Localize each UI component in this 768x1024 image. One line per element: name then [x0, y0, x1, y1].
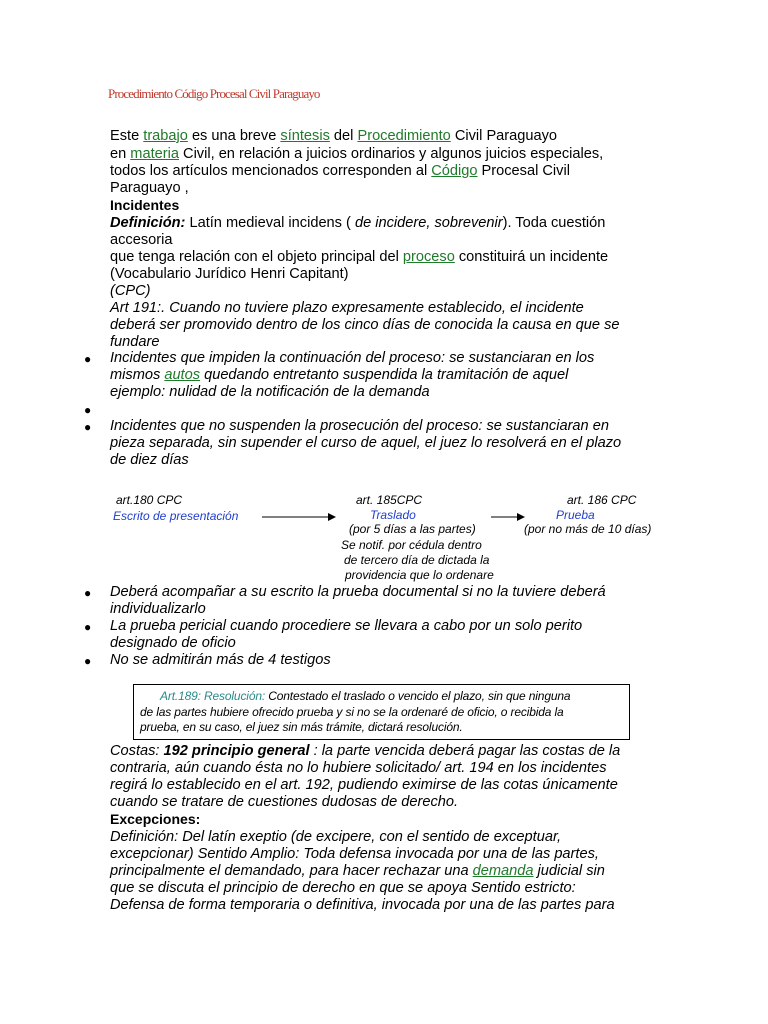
intro-line-4: Paraguayo ,: [110, 180, 189, 196]
bullet-4-line-2: individualizarlo: [110, 601, 206, 617]
node-2-note: (por 5 días a las partes): [349, 522, 476, 536]
bullet-4: ●: [84, 586, 92, 600]
excepciones-line-1: Definición: Del latín exeptio (de excipere, con el sentido de exceptuar,: [110, 829, 562, 845]
definicion-line-3: que tenga relación con el objeto principal del proceso constituirá un incidente: [110, 249, 609, 265]
link-trabajo[interactable]: trabajo: [143, 128, 188, 144]
box-label: Art.189: Resolución:: [160, 689, 266, 703]
costas-line-3: regirá lo establecido en el art. 192, pudiendo eximirse de las cotas únicamente: [110, 777, 618, 793]
box-line-1: Art.189: Resolución: Contestado el traslado o vencido el plazo, sin que ninguna: [160, 689, 571, 703]
bullet-1-line-1: Incidentes que impiden la continuación del proceso: se sustanciaran en los: [110, 350, 595, 366]
box-line-3: prueba, en su caso, el juez sin más trámite, dictará resolución.: [140, 720, 463, 734]
arrow-1-icon: [262, 511, 336, 523]
bullet-4-line-1: Deberá acompañar a su escrito la prueba documental si no la tuviere deberá: [110, 584, 606, 600]
intro-line-3: todos los artículos mencionados corresponden al Código Procesal Civil: [110, 163, 570, 179]
bullet-3-line-1: Incidentes que no suspenden la prosecución del proceso: se sustanciaran en: [110, 418, 609, 434]
intro-line-2: en materia Civil, en relación a juicios ordinarios y algunos juicios especiales,: [110, 146, 604, 162]
excepciones-line-3: principalmente el demandado, para hacer rechazar una demanda judicial sin: [110, 863, 605, 879]
link-procedimiento[interactable]: Procedimiento: [357, 128, 451, 144]
excepciones-line-5: Defensa de forma temporaria o definitiva, invocada por una de las partes para: [110, 897, 615, 913]
node-1-name: Escrito de presentación: [113, 509, 239, 523]
link-codigo[interactable]: Código: [431, 163, 478, 179]
bullet-3-line-3: de diez días: [110, 452, 189, 468]
bullet-5-line-1: La prueba pericial cuando procediere se llevara a cabo por un solo perito: [110, 618, 583, 634]
bullet-1-line-2: mismos autos quedando entretanto suspendida la tramitación de aquel: [110, 367, 569, 383]
node-2-name: Traslado: [370, 508, 416, 522]
bullet-6-line-1: No se admitirán más de 4 testigos: [110, 652, 331, 668]
bullet-5-line-2: designado de oficio: [110, 635, 236, 651]
node-2-sub-3: providencia que lo ordenare: [345, 568, 494, 582]
excepciones-line-2: excepcionar) Sentido Amplio: Toda defensa invocada por una de las partes,: [110, 846, 599, 862]
link-proceso[interactable]: proceso: [402, 249, 455, 265]
excepciones-line-4: que se discuta el principio de derecho en que se apoya Sentido estricto:: [110, 880, 576, 896]
bullet-2: ●: [84, 403, 92, 417]
node-2-sub-1: Se notif. por cédula dentro: [341, 538, 482, 552]
intro-line-1: Este trabajo es una breve síntesis del Procedimiento Civil Paraguayo: [110, 128, 558, 144]
link-materia[interactable]: materia: [130, 146, 179, 162]
costas-line-2: contraria, aún cuando ésta no lo hubiere solicitado/ art. 194 en los incidentes: [110, 760, 607, 776]
node-2-ref: art. 185CPC: [356, 493, 423, 507]
arrow-2-icon: [491, 511, 525, 523]
bullet-1-line-3: ejemplo: nulidad de la notificación de la demanda: [110, 384, 430, 400]
link-autos[interactable]: autos: [164, 367, 201, 383]
box-line-2: de las partes hubiere ofrecido prueba y si no se la ordenaré de oficio, o recibida la: [140, 704, 564, 719]
bullet-1: ●: [84, 352, 92, 366]
node-3-ref: art. 186 CPC: [567, 493, 637, 507]
art-191-line-1: Art 191:. Cuando no tuviere plazo expresamente establecido, el incidente: [110, 300, 584, 316]
art-191-line-3: fundare: [110, 334, 160, 350]
node-3-note: (por no más de 10 días): [524, 522, 652, 536]
costas-line-1: Costas: 192 principio general : la parte vencida deberá pagar las costas de la: [110, 743, 621, 759]
node-2-sub-2: de tercero día de dictada la: [344, 553, 490, 567]
costas-line-4: cuando se tratare de cuestiones dudosas de derecho.: [110, 794, 459, 810]
heading-excepciones: Excepciones:: [110, 811, 201, 827]
bullet-3: ●: [84, 420, 92, 434]
document-title: Procedimiento Código Procesal Civil Paraguayo: [108, 86, 320, 101]
bullet-3-line-2: pieza separada, sin supender el curso de aquel, el juez lo resolverá en el plazo: [110, 435, 622, 451]
link-demanda[interactable]: demanda: [472, 863, 534, 879]
art-191-line-2: deberá ser promovido dentro de los cinco días de conocida la causa en que se: [110, 317, 620, 333]
definicion-line-4: (Vocabulario Jurídico Henri Capitant): [110, 266, 349, 282]
bullet-5: ●: [84, 620, 92, 634]
link-sintesis[interactable]: síntesis: [280, 128, 330, 144]
definicion-line-1: Definición: Latín medieval incidens ( de incidere, sobrevenir). Toda cuestión: [110, 215, 606, 231]
art-189-box: [133, 684, 630, 740]
definicion-line-5: (CPC): [110, 283, 151, 299]
node-3-name: Prueba: [556, 508, 595, 522]
node-1-ref: art.180 CPC: [116, 493, 183, 507]
bullet-6: ●: [84, 654, 92, 668]
definicion-line-2: accesoria: [110, 232, 173, 248]
heading-incidentes: Incidentes: [110, 197, 180, 213]
